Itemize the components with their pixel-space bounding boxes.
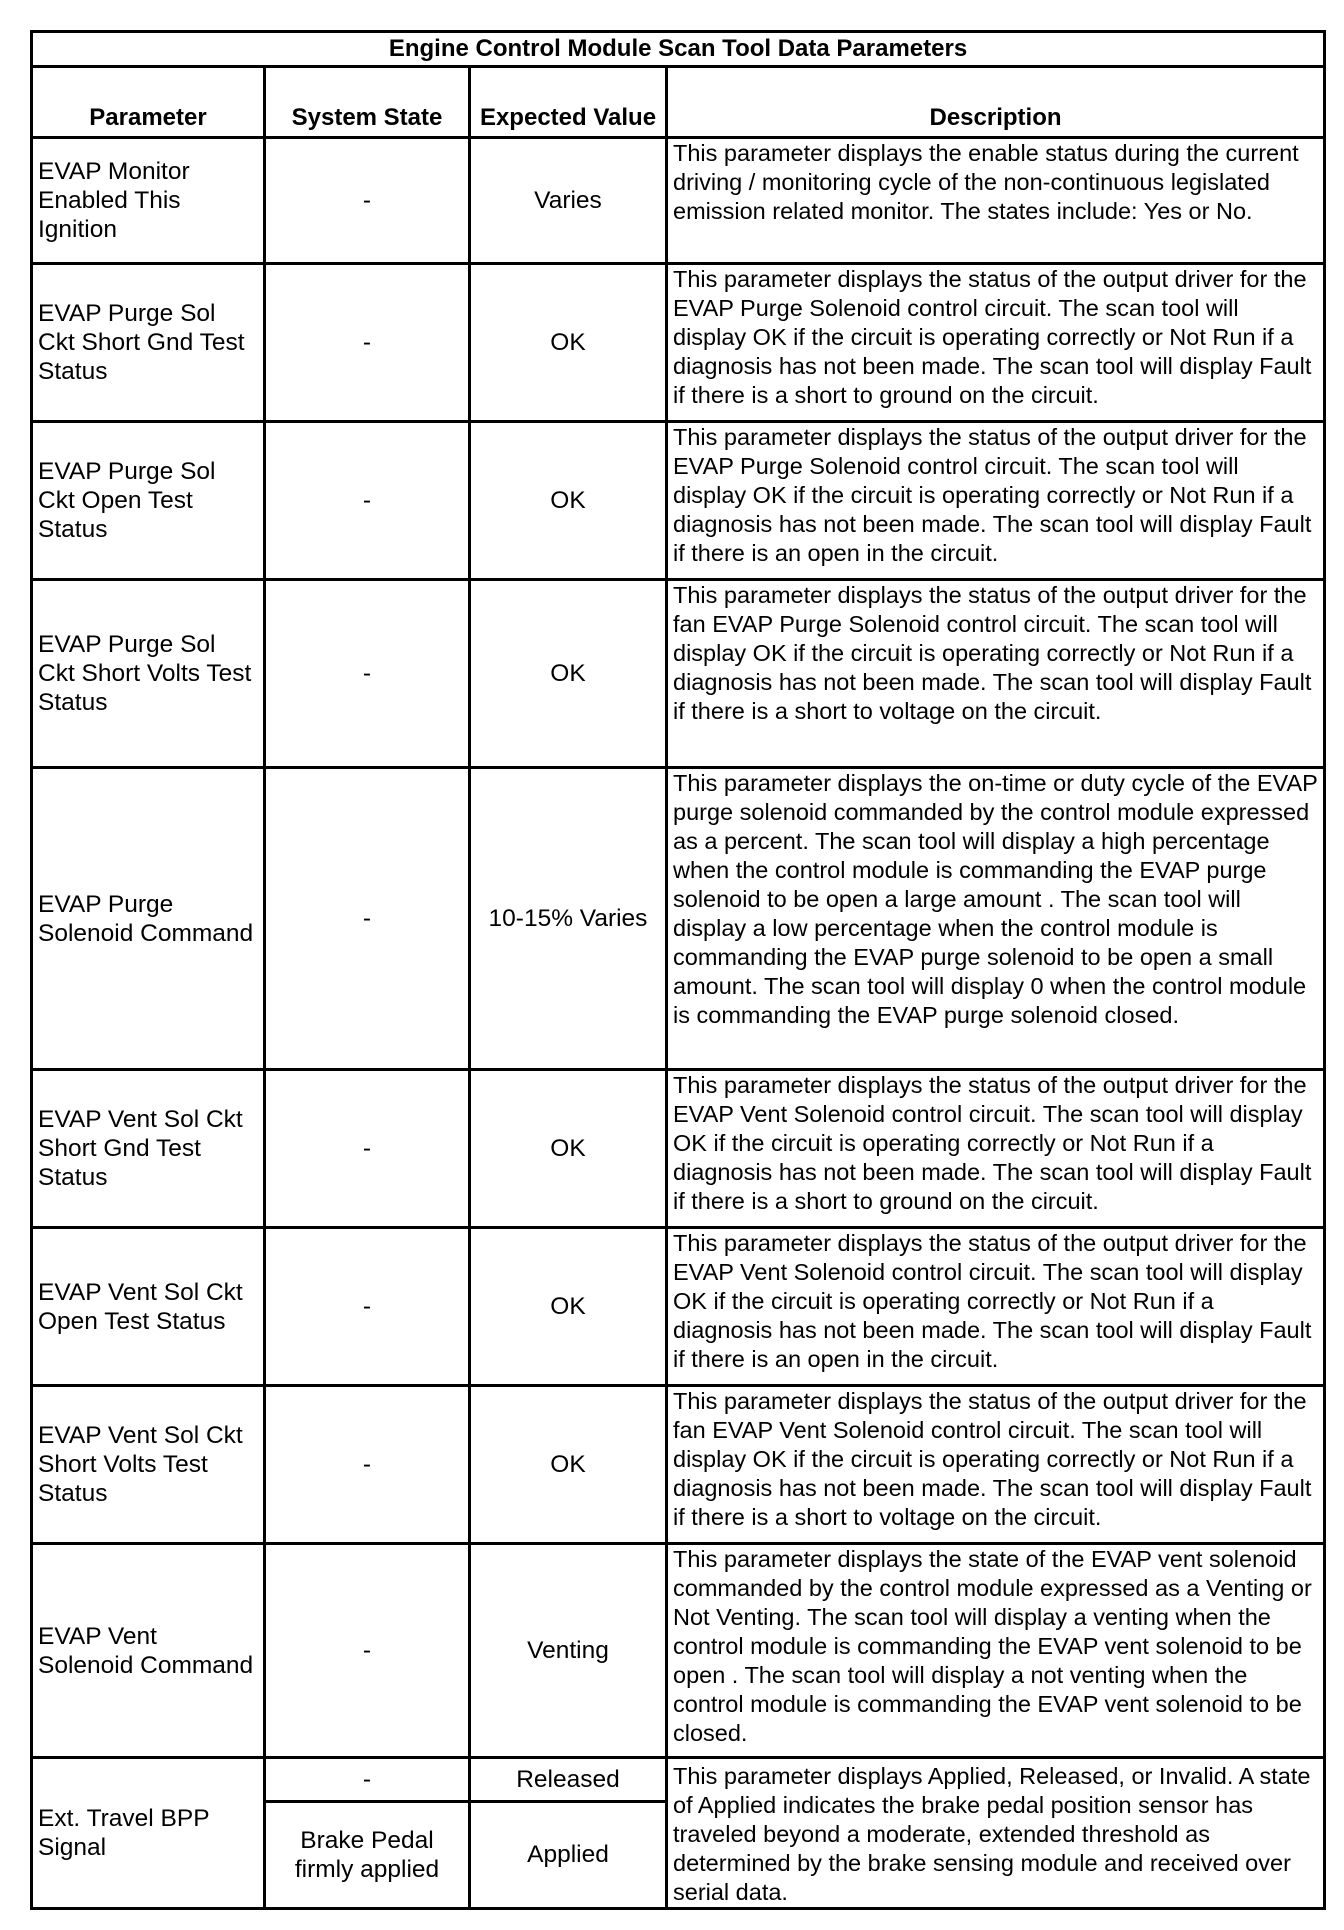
system-state-cell: -	[265, 264, 470, 422]
expected-value-cell: OK	[470, 1228, 667, 1386]
parameter-cell: EVAP Vent Sol Ckt Open Test Status	[32, 1228, 265, 1386]
system-state-cell: -	[265, 768, 470, 1070]
description-cell: This parameter displays the status of the output driver for the EVAP Purge Solenoid control circuit. The scan tool will display OK if the circuit is operating correctly or Not Run if a diagnosis has not been made. The scan tool will display Fault if there is a short to ground on the circuit.	[667, 264, 1325, 422]
table-row	[32, 1758, 1325, 1802]
header-parameter: Parameter	[32, 67, 265, 138]
description-cell: This parameter displays the status of the output driver for the fan EVAP Purge Solenoid control circuit. The scan tool will display OK if the circuit is operating correctly or Not Run if a diagnosis has not been made. The scan tool will display Fault if there is a short to voltage on the circuit.	[667, 580, 1325, 768]
description-cell: This parameter displays the status of the output driver for the EVAP Vent Solenoid control circuit. The scan tool will display OK if the circuit is operating correctly or Not Run if a diagnosis has not been made. The scan tool will display Fault if there is an open in the circuit.	[667, 1228, 1325, 1386]
table-row	[32, 580, 1325, 768]
expected-value-cell: OK	[470, 580, 667, 768]
system-state-cell: -	[265, 1386, 470, 1544]
expected-value-cell: OK	[470, 1070, 667, 1228]
description-cell: This parameter displays the enable status during the current driving / monitoring cycle of the non-continuous legislated emission related monitor. The states include: Yes or No.	[667, 138, 1325, 264]
parameter-cell: Ext. Travel BPP Signal	[32, 1758, 265, 1909]
parameter-cell: EVAP Vent Sol Ckt Short Volts Test Status	[32, 1386, 265, 1544]
system-state-cell: -	[265, 1228, 470, 1386]
table-row	[32, 138, 1325, 264]
expected-value-cell: OK	[470, 264, 667, 422]
parameter-cell: EVAP Purge Sol Ckt Open Test Status	[32, 422, 265, 580]
system-state-cell: -	[265, 1544, 470, 1758]
system-state-cell: -	[265, 1070, 470, 1228]
description-cell: This parameter displays the status of the output driver for the EVAP Vent Solenoid control circuit. The scan tool will display OK if the circuit is operating correctly or Not Run if a diagnosis has not been made. The scan tool will display Fault if there is a short to ground on the circuit.	[667, 1070, 1325, 1228]
scan-tool-data-table	[30, 30, 1326, 1910]
expected-value-cell: OK	[470, 1386, 667, 1544]
header-expected-value: Expected Value	[470, 67, 667, 138]
system-state-cell: -	[265, 1758, 470, 1802]
table-row	[32, 264, 1325, 422]
header-description: Description	[667, 67, 1325, 138]
table-row	[32, 1228, 1325, 1386]
description-cell: This parameter displays the status of the output driver for the EVAP Purge Solenoid control circuit. The scan tool will display OK if the circuit is operating correctly or Not Run if a diagnosis has not been made. The scan tool will display Fault if there is an open in the circuit.	[667, 422, 1325, 580]
expected-value-cell: Venting	[470, 1544, 667, 1758]
parameter-cell: EVAP Vent Solenoid Command	[32, 1544, 265, 1758]
table-row	[32, 1070, 1325, 1228]
header-system-state: System State	[265, 67, 470, 138]
expected-value-cell: OK	[470, 422, 667, 580]
expected-value-cell: Varies	[470, 138, 667, 264]
system-state-cell: -	[265, 138, 470, 264]
table-row	[32, 768, 1325, 1070]
expected-value-cell: 10-15% Varies	[470, 768, 667, 1070]
description-cell: This parameter displays the on-time or duty cycle of the EVAP purge solenoid commanded by the control module expressed as a percent. The scan tool will display a high percentage when the control module is commanding the EVAP purge solenoid to be open a large amount . The scan tool will display a low percentage when the control module is commanding the EVAP purge solenoid to be open a small amount. The scan tool will display 0 when the control module is commanding the EVAP purge solenoid closed.	[667, 768, 1325, 1070]
table-row	[32, 1386, 1325, 1544]
description-cell: This parameter displays the status of the output driver for the fan EVAP Vent Solenoid control circuit. The scan tool will display OK if the circuit is operating correctly or Not Run if a diagnosis has not been made. The scan tool will display Fault if there is a short to voltage on the circuit.	[667, 1386, 1325, 1544]
system-state-cell: Brake Pedal firmly applied	[265, 1801, 470, 1908]
parameter-cell: EVAP Vent Sol Ckt Short Gnd Test Status	[32, 1070, 265, 1228]
table-title: Engine Control Module Scan Tool Data Parameters	[32, 32, 1325, 67]
parameter-cell: EVAP Monitor Enabled This Ignition	[32, 138, 265, 264]
table-row	[32, 422, 1325, 580]
table-row	[32, 1544, 1325, 1758]
system-state-cell: -	[265, 580, 470, 768]
system-state-cell: -	[265, 422, 470, 580]
description-cell: This parameter displays the state of the EVAP vent solenoid commanded by the control module expressed as a Venting or Not Venting. The scan tool will display a venting when the control module is commanding the EVAP vent solenoid to be open . The scan tool will display a not venting when the control module is commanding the EVAP vent solenoid to be closed.	[667, 1544, 1325, 1758]
parameter-cell: EVAP Purge Sol Ckt Short Gnd Test Status	[32, 264, 265, 422]
expected-value-cell: Released	[470, 1758, 667, 1802]
parameter-cell: EVAP Purge Solenoid Command	[32, 768, 265, 1070]
expected-value-cell: Applied	[470, 1801, 667, 1908]
parameter-cell: EVAP Purge Sol Ckt Short Volts Test Status	[32, 580, 265, 768]
description-cell: This parameter displays Applied, Released, or Invalid. A state of Applied indicates the brake pedal position sensor has traveled beyond a moderate, extended threshold as determined by the brake sensing module and received over serial data.	[667, 1758, 1325, 1909]
